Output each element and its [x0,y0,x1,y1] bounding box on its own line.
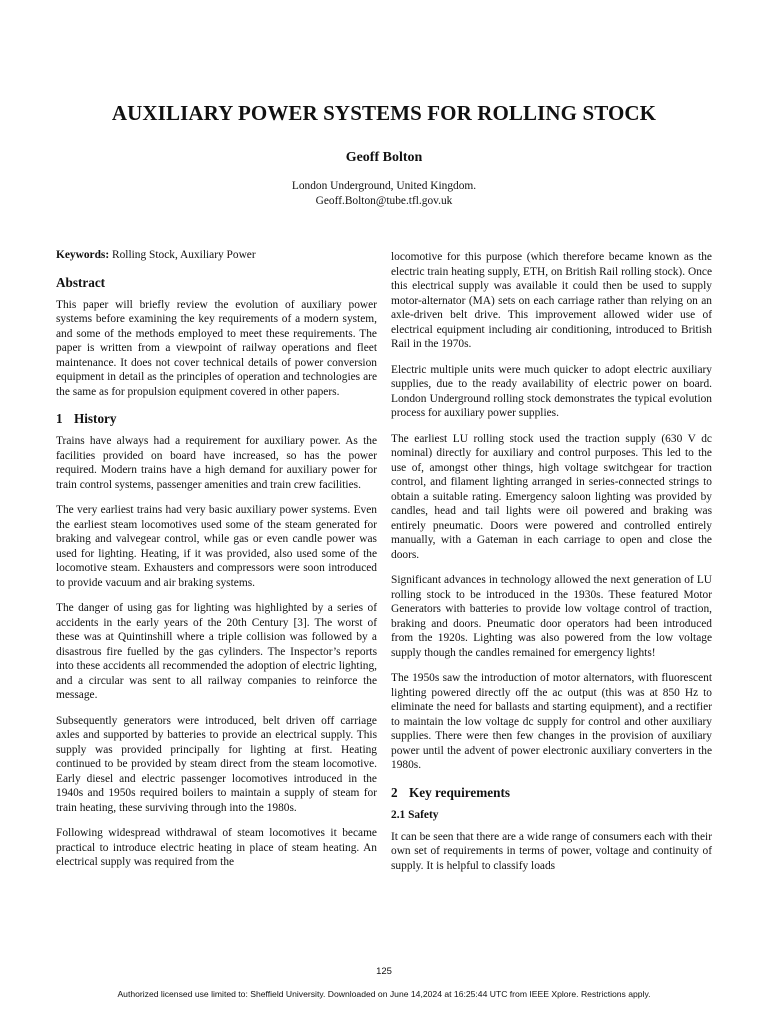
keywords [56,248,377,263]
paragraph: It can be seen that there are a wide range of consumers each with their own set of requirements in terms of power, voltage and continuity of supply. It is helpful to classify loads [391,830,712,872]
paragraph: The danger of using gas for lighting was highlighted by a series of accidents in the early years of the 20th Century [3]. The worst of these was at Quintinshill where a triple collision was followed by a disastrous fire fuelled by the gas cylinders. The Inspector’s reports into these accidents all recommended the adoption of electric lighting, and a circular was sent to all railway companies to reinforce the message. [56,602,377,701]
section-2-heading [391,785,712,801]
paragraph: Trains have always had a requirement for auxiliary power. As the facilities provided on board have increased, so has the power required. Modern trains have a high demand for auxiliary power for train control systems, passenger amenities and train crew facilities. [56,435,377,491]
right-column [391,250,712,884]
author-name: Geoff Bolton [345,150,423,165]
abstract-text: This paper will briefly review the evolution of auxiliary power systems before examining the key requirements of a modern system, and some of the methods employed to meet these requirements. The paper is written from a viewpoint of railway operations and fleet maintenance. It does not cover technical details of power conversion equipment in detail as the principles of operation and technologies are the same as for propulsion equipment covered in other papers. [56,298,377,398]
section-2-number: 2 [391,784,398,800]
paragraph: The earliest LU rolling stock used the traction supply (630 V dc nominal) directly for auxiliary and control purposes. This led to the use of, amongst other things, high voltage switchgear for traction control, and filament lighting arranged in series-connected strings to obtain a suitable rating. Emergency saloon lighting was provided by candles, head and tail lights were oil powered and braking was entirely pneumatic. Doors were powered and controlled entirely manually, with a Gateman in each carriage to open and close the doors. [391,432,712,561]
keywords-text: Rolling Stock, Auxiliary Power [109,249,256,261]
paragraph: Electric multiple units were much quicker to adopt electric auxiliary supplies, due to the ready availability of electric power on board. London Underground rolling stock demonstrates the typical evolution process for auxiliary power supplies. [391,363,712,419]
section-1-title: History [74,411,117,426]
abstract-heading: Abstract [56,274,106,290]
section-1-number: 1 [56,411,63,426]
paragraph: Subsequently generators were introduced, belt driven off carriage axles and supported by batteries to provide an electrical supply. This supply was provided principally for lighting at first. Heating continued to be provided by steam direct from the steam locomotive. Early diesel and electric passenger locomotives introduced in the 1940s and 1950s required boilers to maintain a supply of steam for train heating, these surviving through into the 1980s. [56,714,377,814]
paragraph: The 1950s saw the introduction of motor alternators, with fluorescent lighting powered directly off the ac output (this was at 850 Hz to eliminate the need for ballasts and starting equipment), and a rectifier to maintain the low voltage dc supply for control and other auxiliary supplies. There were then few changes in the provision of auxiliary power until the advent of power electronic auxiliary converters in the 1980s. [391,672,712,771]
author-affiliation-block [0,179,768,209]
paper-title: AUXILIARY POWER SYSTEMS FOR ROLLING STOCK [111,101,657,125]
paragraph: Significant advances in technology allowed the next generation of LU rolling stock to be introduced in the 1930s. These featured Motor Generators with batteries to provide low voltage control of traction, braking and doors. Pneumatic door operators had been introduced from the 1920s. Lighting was also powered from the low voltage supply though the candles remained for emergency lights! [391,574,712,659]
license-footer: Authorized licensed use limited to: Sheffield University. Downloaded on June 14,2024 at 16:25:44 UTC from IEEE Xplore. Restrictions apply. [117,989,651,999]
section-2-title: Key requirements [409,784,510,800]
affiliation: London Underground, United Kingdom. [291,180,477,192]
paragraph: Following widespread withdrawal of steam locomotives it became practical to introduce electric heating in place of steam heating. An electrical supply was required from the [56,827,377,868]
paragraph: The very earliest trains had very basic auxiliary power systems. Even the earliest steam locomotives used some of the steam generated for braking and valvegear control, while gas or even candle power was used for lighting. Heating, if it was provided, also used some of the locomotive steam. Exhausters and compressors were soon introduced to provide vacuum and air braking systems. [56,504,377,589]
author-email[interactable]: Geoff.Bolton@tube.tfl.gov.uk [315,195,453,207]
keywords-label: Keywords: [56,249,110,261]
subsection-2-1-heading: 2.1 Safety [391,808,439,821]
page-number: 125 [376,966,392,977]
paragraph: locomotive for this purpose (which therefore became known as the electric train heating supply, ETH, on British Rail rolling stock). Once this electrical supply was available it could then be used to supply motor-alternator (MA) sets on each carriage rather than relying on an axle-driven belt drive. This improvement allowed wider use of electrical equipment including air conditioning, introduced to British Rail in the 1970s. [391,251,712,350]
section-1-heading [56,411,377,427]
left-column [56,248,377,881]
